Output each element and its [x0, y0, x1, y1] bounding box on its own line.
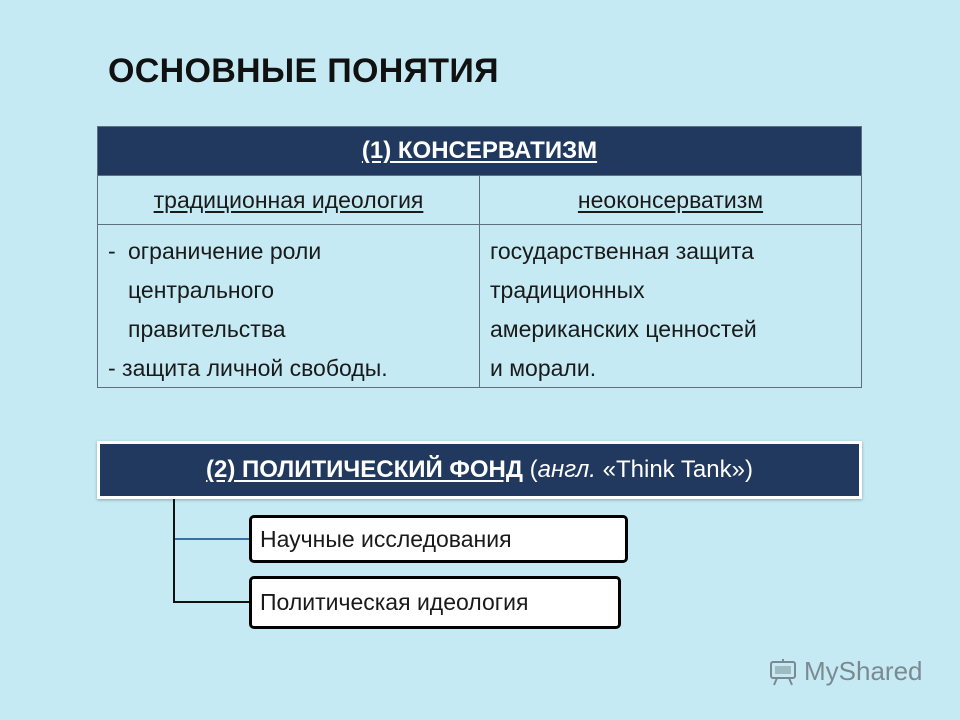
traditional-content [98, 225, 480, 387]
text-line: ограничение роли [128, 238, 322, 264]
text-line: и морали. [490, 355, 597, 381]
neoconservatism-content [480, 225, 861, 387]
connector-to-research [175, 538, 251, 540]
connector-vertical [173, 499, 175, 603]
column-header-traditional: традиционная идеология [98, 176, 480, 224]
column-headers-row [98, 176, 861, 225]
conservatism-table [97, 126, 862, 388]
paren-open: ( [529, 456, 538, 483]
watermark-text: MyShared [804, 656, 923, 686]
ideology-box [249, 576, 621, 629]
bullet-dash: - [108, 238, 116, 264]
bullet-item [108, 232, 479, 271]
text-line: традиционных [490, 277, 645, 303]
slide-title: ОСНОВНЫЕ ПОНЯТИЯ [108, 52, 499, 90]
research-label: Научные исследования [260, 525, 512, 552]
text-line: государственная защита [490, 238, 754, 264]
projector-board-icon [768, 657, 798, 687]
connector-to-ideology [175, 601, 251, 603]
political-fund-header [97, 441, 862, 499]
watermark [768, 656, 923, 687]
text-line: правительства [128, 316, 286, 342]
content-row [98, 225, 861, 387]
text-line: американских ценностей [490, 316, 757, 342]
conservatism-heading: (1) КОНСЕРВАТИЗМ [361, 137, 598, 164]
column-header-neoconservatism: неоконсерватизм [577, 186, 764, 213]
language-note: англ. [537, 456, 596, 483]
research-box [249, 515, 628, 563]
text-line: центрального [128, 277, 275, 303]
text-line: - защита личной свободы. [108, 355, 388, 381]
english-term: «Think Tank») [602, 456, 753, 483]
conservatism-header [98, 127, 861, 176]
fund-heading: (2) ПОЛИТИЧЕСКИЙ ФОНД [206, 456, 523, 483]
ideology-label: Политическая идеология [260, 589, 529, 615]
